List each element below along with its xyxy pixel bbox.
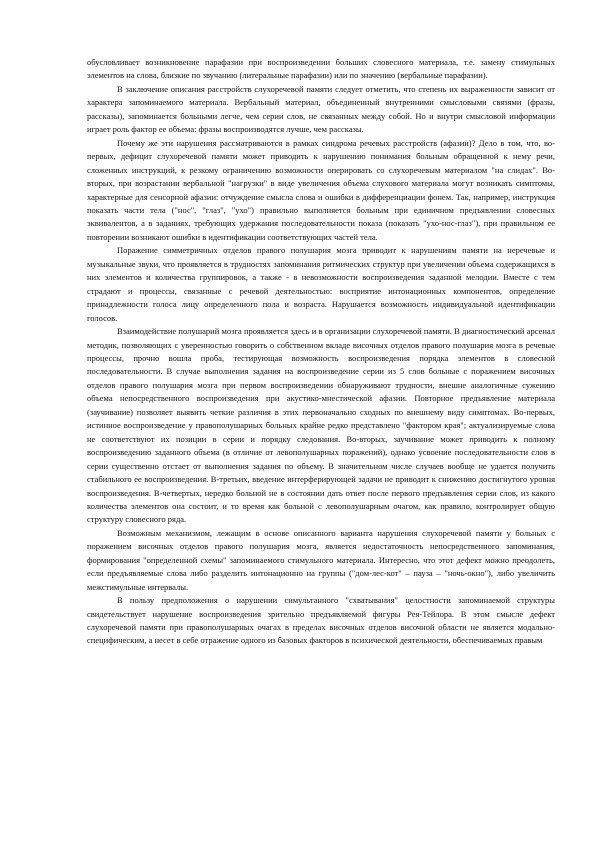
paragraph-conclusion: В заключение описания расстройств слухоречевой памяти следует отметить, что степень их выраженности зависит от характера запоминаемого материала. Вербальный материал, объединенный внутренними смысловыми связями (фразы, рассказы), запоминается больными легче, чем серии слов, не связанных между собой. Но и внутри смысловой информации играет роль фактор ее объема: фразы воспроизводятся лучше, чем рассказы.	[87, 83, 555, 135]
paragraph-simultaneous: В пользу предположения о нарушении симультанного "схватывания" целостности запоминаемой структуры свидетельствует нарушение воспроизведения зрительно предъявляемой фигуры Рея-Тейлора. В этом смысле дефект слухоречевой памяти при правополушарных очагах в пределах височных отделов височной области не является модально-специфическим, а несет в себе отражение одного из базовых факторов в психической деятельности, обеспечиваемых правым	[87, 595, 555, 646]
paragraph-right-hemisphere: Поражение симметричных отделов правого полушария мозга приводит к нарушениям памяти на неречевые и музыкальные звуки, что проявляется в трудностях запоминания ритмических структур при увеличении объема содержащихся в них элементов и количества группировок, а также - в невозможности воспроизведения заданной мелодии. Вместе с тем страдают и процессы, связанные с речевой деятельностью: восприятие интонационных компонентов, определение принадлежности голоса лицу определенного пола и возраста. Нарушается возможность индивидуальной идентификации голосов.	[87, 245, 555, 323]
document-page	[87, 56, 555, 842]
paragraph-aphasia-question: Почему же эти нарушения рассматриваются в рамках синдрома речевых расстройств (афазии)? Дело в том, что, во-первых, дефицит слухоречевой памяти может приводить к нарушению понимания больным обращенной к нему речи, сложенных инструкций, к резкому ограничению возможности оперировать со слухоречевым материалом "на слидах". Во-вторых, при возрастании вербальной "нагрузки" в виде увеличения объема слухового материала могут возникать симптомы, характерные для сенсорной афазии: отчуждение смысла слова и ошибки в дифференциации фонем. Так, например, инструкция показать части тела ("нос", "глаз", "ухо") правильно выполняется больным при единичном предъявлении словесных эквивалентов, а в заданиях, требующих удержания последовательности показа (показать "ухо-нос-глаз"), при правильном ее повторении возникают ошибки в идентификации соответствующих частей тела.	[87, 137, 555, 242]
paragraph-continuation: обусловливает возникновение парафазии при воспроизведении больших словесного материала, т.е. замену стимульных элементов на слова, близкие по звучанию (литеральные парафазии) или по значению (вербальные парафазии).	[87, 57, 555, 81]
paragraph-interaction: Взаимодействие полушарий мозга проявляется здесь и в организации слухоречевой памяти. В диагностический арсенал методик, позволяющих с уверенностью говорить о собственном вкладе височных отделов правого полушария мозга в речевые процессы, прочно вошла проба, тестирующая возможность воспроизведения порядка элементов в словесной последовательности. В случае выполнения задания на воспроизведение серии из 5 слов больные с поражением височных отделов правого полушария мозга при первом воспроизведении обнаруживают трудности, внешне аналогичные сужению объема непосредственного воспроизведения при акустико-мнестической афазии. Повторное предъявление материала (заучивание) позволяет выявить четкие различия в этих первоначально сходных по внешнему виду симптомах. Во-первых, истинное воспроизведение у правополушарных больных крайне редко представлено "фактором края"; актуализируемые слова не соответствуют их позиции в серии и порядку следования. Во-вторых, заучивание может приводить к полному воспроизведению заданного объема (в отличие от левополушарных поражений), однако усвоение последовательности слов в серии существенно отстает от выполнения задания по объему. В значительном числе случаев вообще не удается получить стабильного ее воспроизведения. В-третьих, введение интерферирующей задачи не приводит к снижению достигнутого уровня воспроизведения. В-четвертых, нередко больной не в состоянии дать ответ после первого предъявления серии слов, из какого количества элементов она состоит, и то время как больной с левополушарным очагом, как правило, контролирует общую структуру словесного ряда.	[87, 326, 555, 525]
paragraph-mechanism: Возможным механизмом, лежащим в основе описанного варианта нарушения слухоречевой памяти у больных с поражением височных отделов правого полушария мозга, является недостаточность непосредственного запоминания, формирования "определенной схемы" запоминаемого стимульного материала. Интересно, что этот дефект можно преодолеть, если предъявляемые слова либо разделить интонационно на группы ("дом-лес-кот" – пауза – "ночь-окно"), либо увеличить межстимульные интервалы.	[87, 527, 555, 592]
